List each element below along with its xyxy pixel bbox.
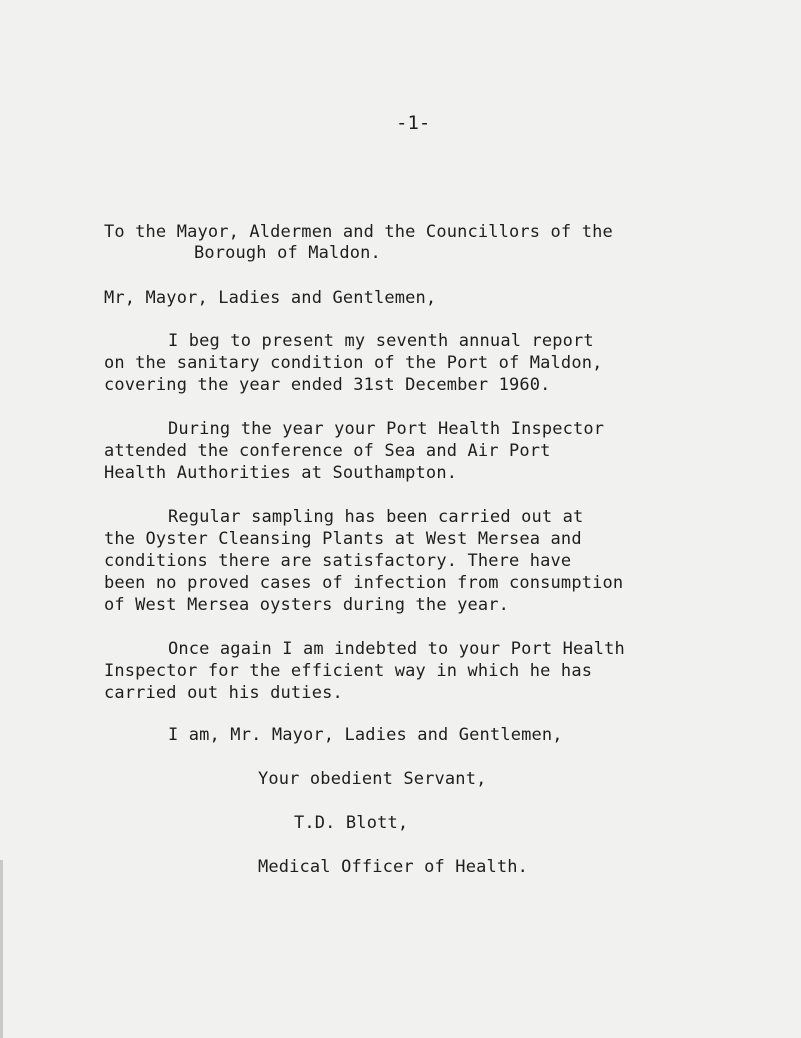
- paragraph-3-line-5: of West Mersea oysters during the year.: [104, 595, 510, 615]
- paragraph-1-line-1: I beg to present my seventh annual report: [168, 331, 594, 351]
- paragraph-2-line-2: attended the conference of Sea and Air Port: [104, 441, 551, 461]
- paragraph-3-line-2: the Oyster Cleansing Plants at West Mersea and: [104, 529, 582, 549]
- scan-edge-shadow: [0, 860, 3, 1038]
- paragraph-1-line-2: on the sanitary condition of the Port of Maldon,: [104, 353, 603, 373]
- paragraph-3-line-3: conditions there are satisfactory. There have: [104, 551, 572, 571]
- paragraph-2-line-3: Health Authorities at Southampton.: [104, 463, 458, 483]
- paragraph-4-line-2: Inspector for the efficient way in which he has: [104, 661, 593, 681]
- signatory-title: Medical Officer of Health.: [258, 857, 529, 877]
- paragraph-3-line-1: Regular sampling has been carried out at: [168, 507, 584, 527]
- paragraph-3-line-4: been no proved cases of infection from consumption: [104, 573, 624, 593]
- address-line-1: To the Mayor, Aldermen and the Councillors of the: [104, 222, 613, 242]
- paragraph-4-line-1: Once again I am indebted to your Port Health: [168, 639, 625, 659]
- page-number: -1-: [396, 112, 431, 134]
- paragraph-4-line-3: carried out his duties.: [104, 683, 343, 703]
- salutation: Mr, Mayor, Ladies and Gentlemen,: [104, 288, 437, 308]
- address-line-2: Borough of Maldon.: [194, 243, 381, 263]
- paragraph-1-line-3: covering the year ended 31st December 1960.: [104, 375, 551, 395]
- closing-line-1: I am, Mr. Mayor, Ladies and Gentlemen,: [168, 725, 563, 745]
- signatory-name: T.D. Blott,: [294, 813, 409, 833]
- paragraph-2-line-1: During the year your Port Health Inspector: [168, 419, 605, 439]
- closing-line-2: Your obedient Servant,: [258, 769, 487, 789]
